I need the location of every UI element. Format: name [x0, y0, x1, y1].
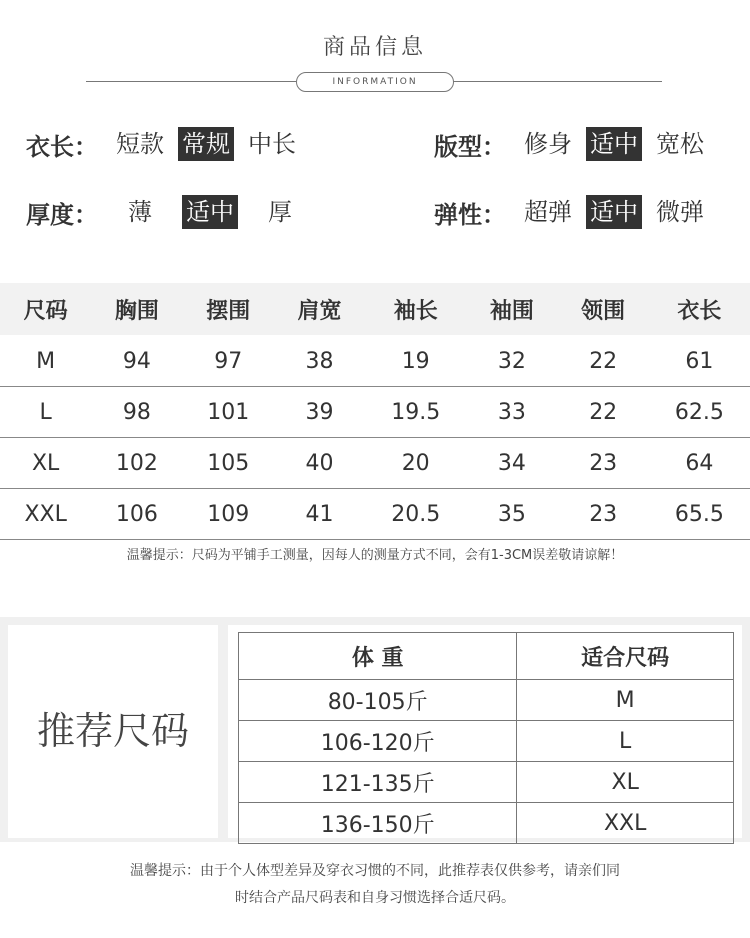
- table-cell: 20: [365, 438, 466, 489]
- divider-left: [86, 81, 296, 82]
- recommend-note: [0, 858, 750, 912]
- attr-thickness: [26, 192, 306, 232]
- header-cell: 摆围: [183, 283, 274, 336]
- table-cell: 61: [649, 336, 750, 387]
- table-cell: 23: [558, 489, 649, 540]
- header-cell: 体 重: [239, 633, 517, 680]
- recommend-table-header: [239, 633, 734, 680]
- table-cell: 20.5: [365, 489, 466, 540]
- table-cell: 34: [466, 438, 557, 489]
- recommend-table: [238, 632, 734, 844]
- table-cell: 22: [558, 387, 649, 438]
- size-table: [0, 283, 750, 540]
- table-cell: 65.5: [649, 489, 750, 540]
- attr-fit-option: 宽松: [656, 130, 704, 158]
- table-cell: 33: [466, 387, 557, 438]
- table-row: [0, 387, 750, 438]
- header-cell: 袖长: [365, 283, 466, 336]
- table-cell: 19: [365, 336, 466, 387]
- table-cell: 41: [274, 489, 365, 540]
- size-note: 温馨提示：尺码为平铺手工测量，因每人的测量方式不同，会有1-3CM误差敬请谅解！: [126, 548, 624, 563]
- table-cell: 121-135斤: [239, 762, 517, 803]
- attr-thickness-label: 厚度：: [26, 200, 98, 229]
- header-cell: 适合尺码: [517, 633, 734, 680]
- table-cell: 19.5: [365, 387, 466, 438]
- header-cell: 衣长: [649, 283, 750, 336]
- header-cell: 胸围: [91, 283, 182, 336]
- table-cell: 64: [649, 438, 750, 489]
- attr-elasticity: [434, 192, 718, 232]
- table-cell: 38: [274, 336, 365, 387]
- table-row: [239, 803, 734, 844]
- table-cell: 106-120斤: [239, 721, 517, 762]
- table-cell: 80-105斤: [239, 680, 517, 721]
- table-cell: 136-150斤: [239, 803, 517, 844]
- table-cell: 94: [91, 336, 182, 387]
- table-cell: 23: [558, 438, 649, 489]
- table-cell: XL: [517, 762, 734, 803]
- attr-length-option-selected: 常规: [178, 127, 234, 161]
- attr-length-label: 衣长：: [26, 132, 98, 161]
- recommend-note-line: 时结合产品尺码表和自身习惯选择合适尺码。: [235, 890, 515, 906]
- table-cell: 102: [91, 438, 182, 489]
- attr-elasticity-option: 超弹: [524, 198, 572, 226]
- table-row: [239, 721, 734, 762]
- table-cell: M: [517, 680, 734, 721]
- recommend-note-line: 温馨提示：由于个人体型差异及穿衣习惯的不同，此推荐表仅供参考，请亲们同: [130, 863, 620, 879]
- header-cell: 领围: [558, 283, 649, 336]
- attr-fit-option: 修身: [524, 130, 572, 158]
- table-cell: 62.5: [649, 387, 750, 438]
- table-cell: 40: [274, 438, 365, 489]
- table-cell: 106: [91, 489, 182, 540]
- recommend-title: 推荐尺码: [36, 709, 189, 753]
- table-cell: XXL: [0, 489, 91, 540]
- table-cell: L: [517, 721, 734, 762]
- table-cell: 101: [183, 387, 274, 438]
- header-cell: 袖围: [466, 283, 557, 336]
- table-cell: 109: [183, 489, 274, 540]
- attr-elasticity-option: 微弹: [656, 198, 704, 226]
- table-cell: XXL: [517, 803, 734, 844]
- table-cell: 32: [466, 336, 557, 387]
- table-row: [239, 680, 734, 721]
- table-cell: 35: [466, 489, 557, 540]
- attr-fit-label: 版型：: [434, 132, 506, 161]
- table-cell: 105: [183, 438, 274, 489]
- attr-elasticity-label: 弹性：: [434, 200, 506, 229]
- table-row: [0, 336, 750, 387]
- table-cell: L: [0, 387, 91, 438]
- table-row: [0, 438, 750, 489]
- table-cell: 98: [91, 387, 182, 438]
- section-title: 商品信息: [322, 35, 427, 60]
- attr-length-option: 短款: [116, 130, 164, 158]
- table-cell: 39: [274, 387, 365, 438]
- table-cell: XL: [0, 438, 91, 489]
- table-cell: 97: [183, 336, 274, 387]
- size-table-header: [0, 283, 750, 336]
- attr-thickness-option: 薄: [128, 198, 152, 226]
- table-cell: M: [0, 336, 91, 387]
- attr-fit-option-selected: 适中: [586, 127, 642, 161]
- attr-fit: [434, 124, 718, 164]
- header-cell: 尺码: [0, 283, 91, 336]
- table-row: [239, 762, 734, 803]
- attr-length-option: 中长: [248, 130, 296, 158]
- attr-elasticity-option-selected: 适中: [586, 195, 642, 229]
- attr-thickness-option: 厚: [268, 198, 292, 226]
- section-subtitle: INFORMATION: [296, 72, 454, 92]
- divider-right: [452, 81, 662, 82]
- table-row: [0, 489, 750, 540]
- table-cell: 22: [558, 336, 649, 387]
- attr-length: [26, 124, 310, 164]
- header-cell: 肩宽: [274, 283, 365, 336]
- attr-thickness-option-selected: 适中: [182, 195, 238, 229]
